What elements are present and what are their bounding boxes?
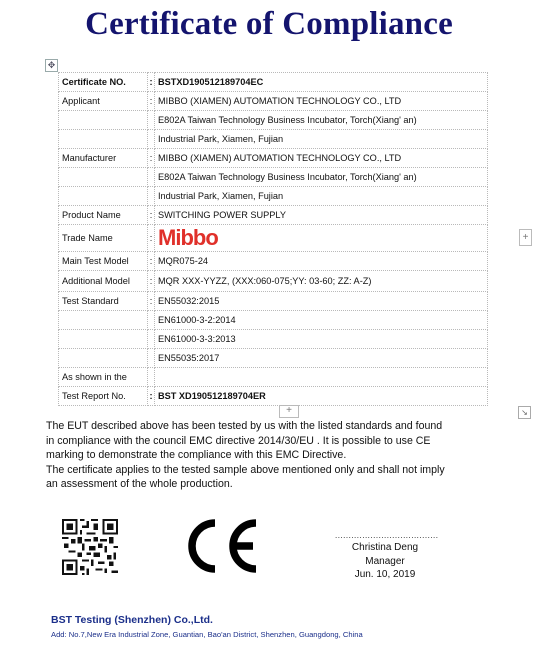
signature-block <box>335 531 439 582</box>
manufacturer-address-1: E802A Taiwan Technology Business Incubator, Torch(Xiang' an) <box>155 168 488 187</box>
separator: : <box>148 252 155 271</box>
separator: : <box>148 92 155 111</box>
trade-name-logo <box>155 225 488 252</box>
main-test-model-label: Main Test Model <box>59 252 148 271</box>
table-row <box>59 252 488 271</box>
test-standard-4: EN55035:2017 <box>155 349 488 368</box>
table-row <box>59 349 488 368</box>
add-row-icon[interactable]: + <box>279 405 299 418</box>
table-row <box>59 149 488 168</box>
test-standard-2: EN61000-3-2:2014 <box>155 311 488 330</box>
ce-mark-icon <box>180 517 260 575</box>
test-standard-1: EN55032:2015 <box>155 292 488 311</box>
table-row <box>59 111 488 130</box>
test-standard-label: Test Standard <box>59 292 148 311</box>
table-row <box>59 311 488 330</box>
table-row <box>59 73 488 92</box>
statement-line: marking to demonstrate the compliance with this EMC Directive. <box>46 449 347 461</box>
statement-line: an assessment of the whole production. <box>46 478 233 490</box>
compliance-statement <box>46 419 496 492</box>
separator: : <box>148 149 155 168</box>
additional-model-label: Additional Model <box>59 271 148 292</box>
separator: : <box>148 225 155 252</box>
table-row <box>59 130 488 149</box>
table-row <box>59 292 488 311</box>
table-row <box>59 330 488 349</box>
separator: : <box>148 271 155 292</box>
statement-line: in compliance with the council EMC directive 2014/30/EU . It is possible to use CE <box>46 434 431 447</box>
additional-model-value: MQR XXX-YYZZ, (XXX:060-075;YY: 03-60; ZZ: A-Z) <box>155 271 488 292</box>
report-label-line2: Test Report No. <box>59 387 148 406</box>
manufacturer-label: Manufacturer <box>59 149 148 168</box>
separator: : <box>148 206 155 225</box>
product-name-value: SWITCHING POWER SUPPLY <box>155 206 488 225</box>
test-standard-3: EN61000-3-3:2013 <box>155 330 488 349</box>
certificate-no-label: Certificate NO. <box>59 73 148 92</box>
applicant-address-1: E802A Taiwan Technology Business Incubator, Torch(Xiang' an) <box>155 111 488 130</box>
table-row <box>59 92 488 111</box>
manufacturer-name: MIBBO (XIAMEN) AUTOMATION TECHNOLOGY CO., LTD <box>155 149 488 168</box>
separator: : <box>148 387 155 406</box>
manufacturer-address-2: Industrial Park, Xiamen, Fujian <box>155 187 488 206</box>
product-name-label: Product Name <box>59 206 148 225</box>
table-resize-handle-icon[interactable]: ↘ <box>518 406 531 419</box>
company-address: Add: No.7,New Era Industrial Zone, Guantian, Bao'an District, Shenzhen, Guangdong, China <box>51 630 363 639</box>
report-no-value: BST XD190512189704ER <box>155 387 488 406</box>
signer-name: Christina Deng <box>351 542 419 553</box>
applicant-address-2: Industrial Park, Xiamen, Fujian <box>155 130 488 149</box>
table-row <box>59 225 488 252</box>
company-name: BST Testing (Shenzhen) Co.,Ltd. <box>51 614 213 626</box>
table-row <box>59 187 488 206</box>
separator: : <box>148 73 155 92</box>
certificate-info-table <box>58 72 488 406</box>
main-test-model-value: MQR075-24 <box>155 252 488 271</box>
issue-date: Jun. 10, 2019 <box>354 569 416 580</box>
table-row <box>59 387 488 406</box>
table-row <box>59 368 488 387</box>
mibbo-logo: Mibbo <box>158 225 218 250</box>
separator: : <box>148 292 155 311</box>
table-move-handle-icon[interactable]: ✥ <box>45 59 58 72</box>
certificate-title: Certificate of Compliance <box>85 6 453 42</box>
statement-line: The EUT described above has been tested by us with the listed standards and found <box>46 420 443 432</box>
table-row <box>59 206 488 225</box>
qr-code-icon <box>62 519 118 575</box>
table-row <box>59 271 488 292</box>
trade-name-label: Trade Name <box>59 225 148 252</box>
report-label-line1: As shown in the <box>59 368 148 387</box>
applicant-name: MIBBO (XIAMEN) AUTOMATION TECHNOLOGY CO., LTD <box>155 92 488 111</box>
statement-line: The certificate applies to the tested sample above mentioned only and shall not imply <box>46 463 445 476</box>
signer-role: Manager <box>365 555 405 567</box>
certificate-no-value: BSTXD190512189704EC <box>155 73 488 92</box>
applicant-label: Applicant <box>59 92 148 111</box>
table-row <box>59 168 488 187</box>
signature-line: ...................................... <box>335 531 439 540</box>
add-column-icon[interactable]: + <box>519 229 532 246</box>
